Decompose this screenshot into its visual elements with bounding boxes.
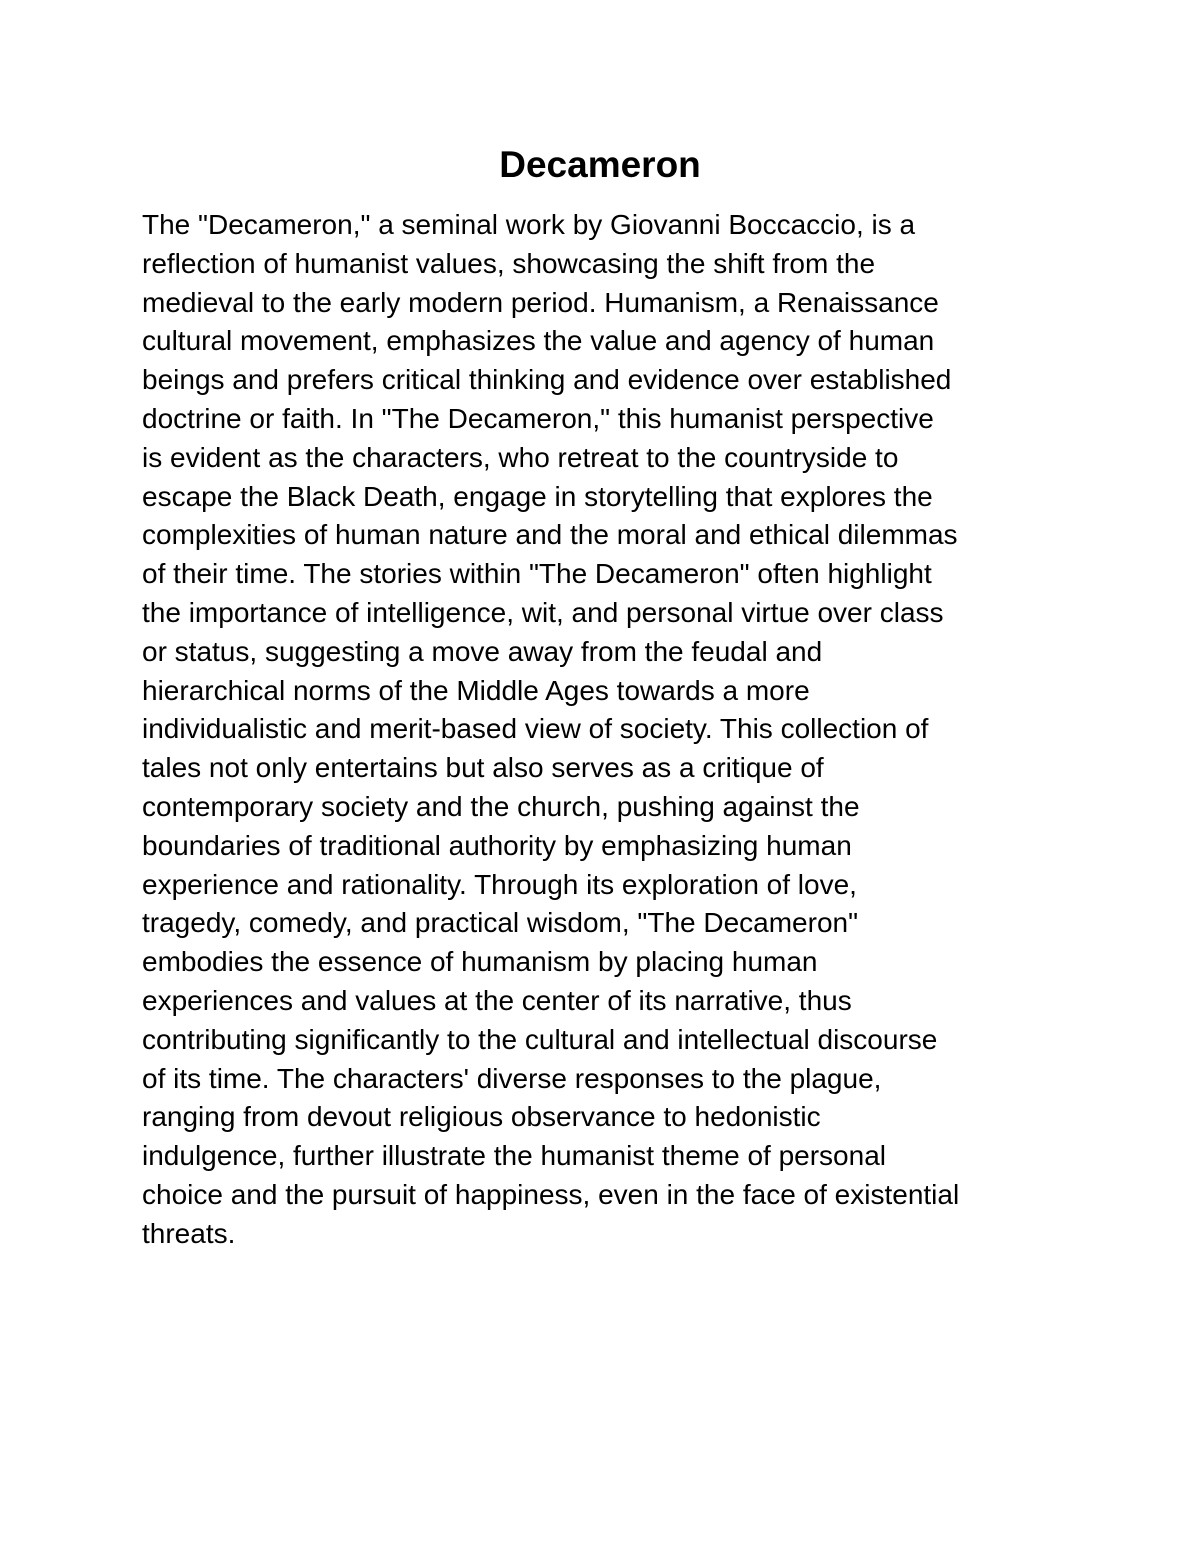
body-line: boundaries of traditional authority by emphasizing human bbox=[142, 829, 852, 861]
body-line: reflection of humanist values, showcasing the shift from the bbox=[142, 247, 876, 279]
body-line: the importance of intelligence, wit, and personal virtue over class bbox=[142, 596, 944, 628]
body-line: of its time. The characters' diverse responses to the plague, bbox=[142, 1062, 882, 1094]
body-line: tragedy, comedy, and practical wisdom, "The Decameron" bbox=[142, 907, 859, 939]
body-line: of their time. The stories within "The Decameron" often highlight bbox=[142, 558, 932, 590]
body-line: indulgence, further illustrate the humanist theme of personal bbox=[142, 1140, 886, 1172]
body-line: contemporary society and the church, pushing against the bbox=[142, 790, 860, 822]
body-line: or status, suggesting a move away from the feudal and bbox=[142, 635, 823, 667]
body-line: choice and the pursuit of happiness, even in the face of existential bbox=[142, 1178, 960, 1210]
body-line: ranging from devout religious observance to hedonistic bbox=[142, 1101, 821, 1133]
body-line: contributing significantly to the cultural and intellectual discourse bbox=[142, 1023, 938, 1055]
document-title: Decameron bbox=[499, 144, 701, 185]
body-line: threats. bbox=[142, 1217, 236, 1249]
body-line: embodies the essence of humanism by placing human bbox=[142, 946, 818, 978]
body-line: beings and prefers critical thinking and evidence over established bbox=[142, 364, 952, 396]
body-line: tales not only entertains but also serves as a critique of bbox=[142, 752, 824, 784]
body-line: escape the Black Death, engage in storytelling that explores the bbox=[142, 480, 933, 512]
document-body bbox=[142, 206, 1082, 1254]
body-line: The "Decameron," a seminal work by Giovanni Boccaccio, is a bbox=[142, 209, 916, 240]
body-line: is evident as the characters, who retreat to the countryside to bbox=[142, 441, 899, 473]
body-line: experience and rationality. Through its exploration of love, bbox=[142, 868, 857, 900]
body-line: cultural movement, emphasizes the value and agency of human bbox=[142, 325, 935, 357]
body-line: hierarchical norms of the Middle Ages towards a more bbox=[142, 674, 810, 706]
body-line: medieval to the early modern period. Humanism, a Renaissance bbox=[142, 286, 939, 318]
body-line: complexities of human nature and the moral and ethical dilemmas bbox=[142, 519, 958, 551]
body-line: experiences and values at the center of its narrative, thus bbox=[142, 984, 852, 1016]
body-line: doctrine or faith. In "The Decameron," this humanist perspective bbox=[142, 402, 934, 434]
body-line: individualistic and merit-based view of society. This collection of bbox=[142, 713, 929, 745]
